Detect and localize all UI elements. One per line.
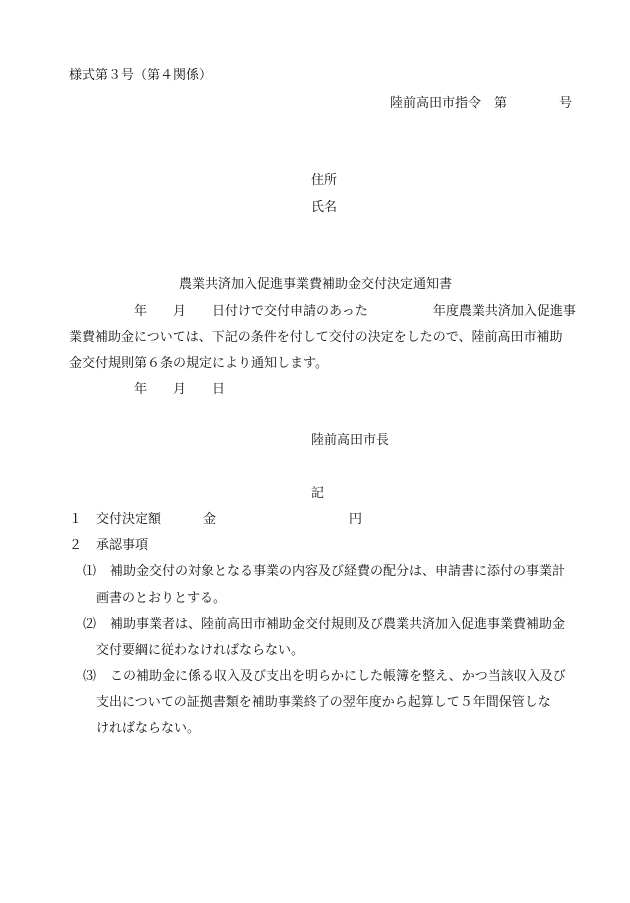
condition-line: 交付要綱に従わなければならない。	[96, 643, 305, 658]
form-label: 様式第３号（第４関係）	[69, 68, 213, 83]
condition-number: ⑶	[83, 669, 97, 684]
item2-number: ２	[69, 538, 83, 553]
name-label: 氏名	[311, 200, 338, 215]
document-number: 陸前高田市指令 第 号	[390, 96, 573, 111]
condition-line: この補助金に係る収入及び支出を明らかにした帳簿を整え、かつ当該収入及び	[110, 669, 566, 684]
item2-label: 承認事項	[96, 538, 149, 553]
condition-number: ⑴	[83, 564, 97, 579]
item1-label: 交付決定額	[96, 512, 162, 527]
item1-yen: 円	[349, 512, 363, 527]
intro-line-3: 金交付規則第６条の規定により通知します。	[69, 356, 328, 371]
address-label: 住所	[311, 173, 338, 188]
ki-heading: 記	[311, 486, 325, 501]
condition-line: 補助金交付の対象となる事業の内容及び経費の配分は、申請書に添付の事業計	[110, 564, 566, 579]
condition-line: 支出についての証拠書類を補助事業終了の翌年度から起算して５年間保管しな	[96, 695, 551, 710]
condition-number: ⑵	[83, 617, 97, 632]
document-title: 農業共済加入促進事業費補助金交付決定通知書	[179, 277, 453, 292]
item1-number: １	[69, 512, 83, 527]
item1-kin: 金	[203, 512, 217, 527]
date-line: 年 月 日	[69, 382, 226, 397]
intro-line-1: 年 月 日付けで交付申請のあった 年度農業共済加入促進事	[69, 304, 576, 319]
intro-line-2: 業費補助金については、下記の条件を付して交付の決定をしたので、陸前高田市補助	[69, 330, 563, 345]
condition-line: ければならない。	[96, 721, 201, 736]
issuer: 陸前高田市長	[311, 433, 390, 448]
condition-line: 画書のとおりとする。	[96, 591, 227, 606]
condition-line: 補助事業者は、陸前高田市補助金交付規則及び農業共済加入促進事業費補助金	[110, 617, 566, 632]
